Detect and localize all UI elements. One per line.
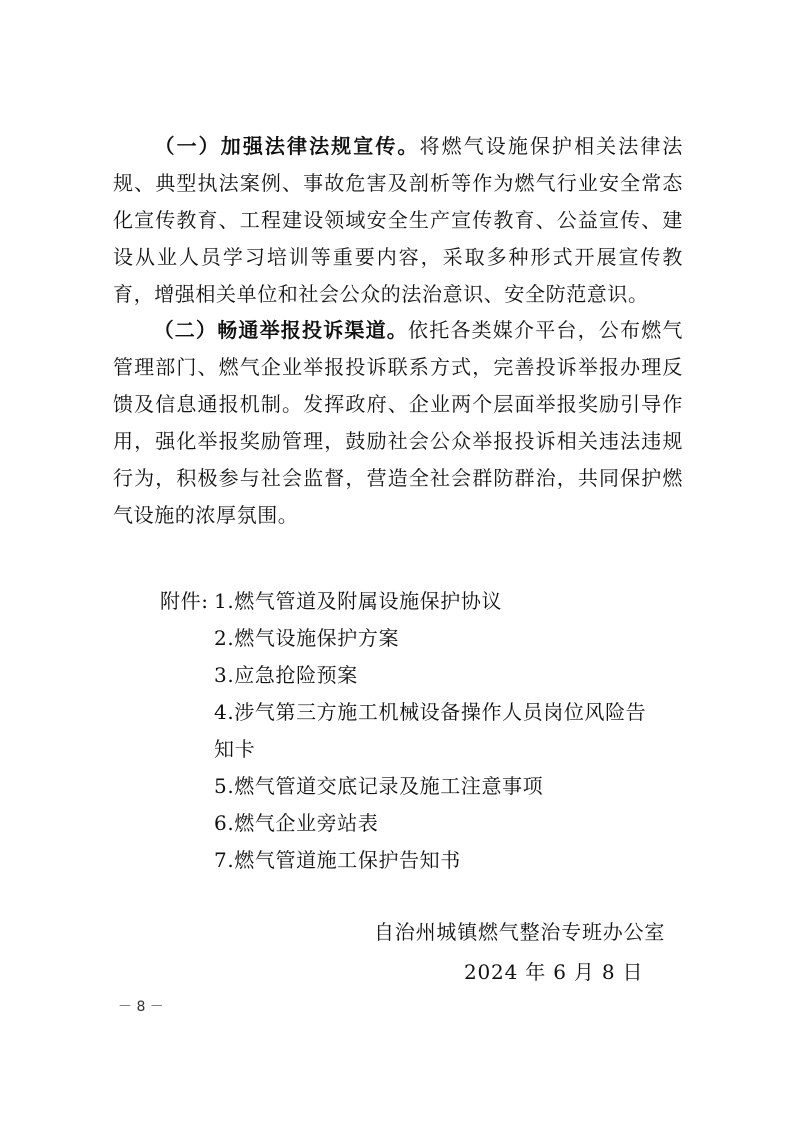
- attachment-item: 6.燃气企业旁站表: [214, 811, 379, 835]
- issuing-office: 自治州城镇燃气整治专班办公室: [374, 920, 666, 944]
- section-2-heading: （二）畅通举报投诉渠道。: [153, 318, 408, 342]
- section-1-heading: （一）加强法律法规宣传。: [153, 134, 420, 158]
- attachment-item: 2.燃气设施保护方案: [214, 626, 400, 650]
- attachment-item: 7.燃气管道施工保护告知书: [214, 848, 461, 872]
- section-2-paragraph: [113, 312, 683, 534]
- page-number: － 8 －: [118, 999, 164, 1015]
- section-2-body: 依托各类媒介平台，公布燃气管理部门、燃气企业举报投诉联系方式，完善投诉举报办理反馈及信息通报机制。发挥政府、企业两个层面举报奖励引导作用，强化举报奖励管理，鼓励社会公众举报投诉相关违法违规行为，积极参与社会监督，营造全社会群防群治，共同保护燃气设施的浓厚氛围。: [113, 318, 683, 527]
- attachments-label: 附件:: [160, 589, 209, 613]
- attachment-item-continuation: 知卡: [214, 737, 256, 761]
- attachment-item: 5.燃气管道交底记录及施工注意事项: [214, 774, 544, 798]
- attachment-item: 1.燃气管道及附属设施保护协议: [214, 589, 503, 613]
- section-1-paragraph: [113, 128, 683, 313]
- attachment-item: 4.涉气第三方施工机械设备操作人员岗位风险告: [214, 700, 647, 724]
- attachment-item: 3.应急抢险预案: [214, 663, 358, 687]
- section-1-body: 将燃气设施保护相关法律法规、典型执法案例、事故危害及剖析等作为燃气行业安全常态化宣传教育、工程建设领域安全生产宣传教育、公益宣传、建设从业人员学习培训等重要内容，采取多种形式开展宣传教育，增强相关单位和社会公众的法治意识、安全防范意识。: [113, 134, 683, 306]
- issue-date: 2024 年 6 月 8 日: [464, 960, 644, 984]
